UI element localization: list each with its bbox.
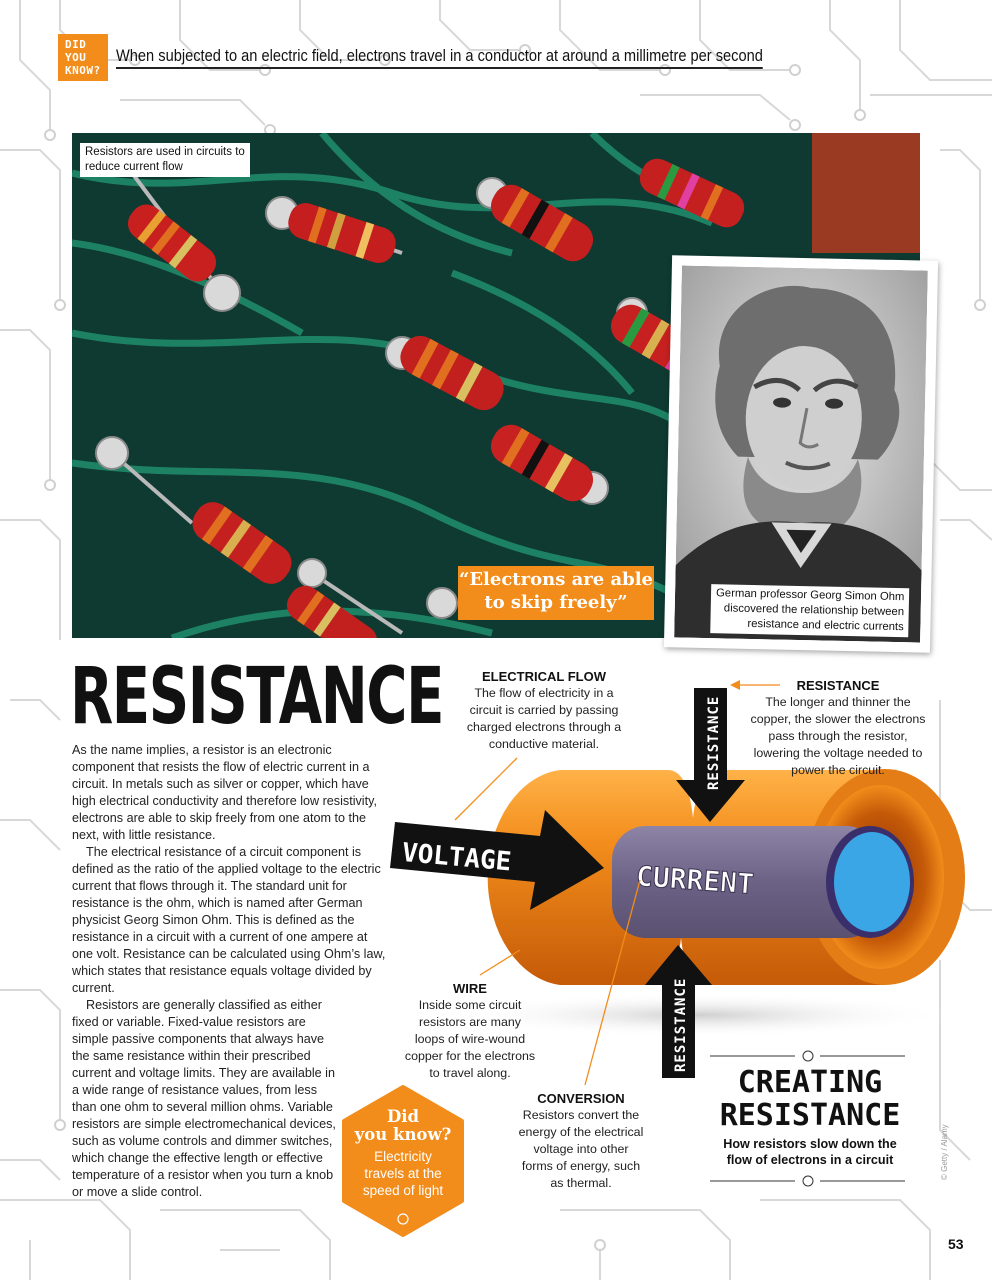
current-label: CURRENT [634,859,756,901]
conversion-title: CONVERSION [537,1091,625,1106]
headline: RESISTANCE [70,652,443,742]
wire-label [398,980,542,1082]
pull-quote-line: “Electrons are able [458,569,654,590]
wire-line: Inside some circuit [418,998,522,1012]
creating-resistance-title [706,1066,914,1132]
wire-line: to travel along. [429,1066,511,1080]
resistance-line: copper, the slower the electrons [750,712,926,726]
wire-line: copper for the electrons [404,1049,536,1063]
did-you-know-tag: DID YOU KNOW? [58,34,108,81]
did-you-know-box [340,1108,466,1199]
body-paragraph: Resistors are generally classified as either fixed or variable. Fixed-value resistors are simple passive components that always have the same resistance within their prescribed current and voltage limits. They are available in a wide range of resistance values, from less than one ohm to several million ohms. Variable resistors are simple electromechanical devices, such as volume controls and dimmer switches, which change the effective length or effective temperature of a resistor when you turn a knob or move a slide control. [72,998,336,1199]
electrical-flow-line: charged electrons through a [466,720,622,734]
creating-title-line: RESISTANCE [719,1098,901,1133]
did-you-know-box-title [340,1108,466,1144]
creating-resistance-subtitle [706,1136,914,1168]
resistance-line: pass through the resistor, [768,729,908,743]
electrical-flow-line: circuit is carried by passing [469,703,619,717]
body-paragraph: The electrical resistance of a circuit component is defined as the ratio of the applied voltage to the electric current that flows through it. The standard unit for resistance is the ohm, which is named after German physicist Georg Simon Ohm. This is defined as the resistance in a circuit with a current of one ampere at one volt. Resistance can be calculated using Ohm’s law, which states that resistance equals voltage divided by current. [72,845,386,995]
resistance-arrow-bottom-label: RESISTANCE [673,977,689,1072]
electrical-flow-title: ELECTRICAL FLOW [482,669,606,684]
did-you-know-box-line: travels at the [364,1166,442,1181]
wire-title: WIRE [453,981,487,996]
resistance-label [738,677,938,779]
core-end [834,832,910,932]
creating-subtitle-line: flow of electrons in a circuit [726,1153,894,1167]
creating-title-line: CREATING [737,1065,883,1100]
conversion-line: forms of energy, such [521,1159,641,1173]
did-you-know-box-title-line: you know? [354,1125,452,1144]
photo-credit: © Getty / Alamy [940,1124,949,1180]
did-you-know-fact: When subjected to an electric field, electrons travel in a conductor at around a millimetre per second [116,46,763,69]
conversion-line: voltage into other [533,1142,629,1156]
resistance-line: The longer and thinner the [765,695,911,709]
resistance-line: power the circuit. [791,763,885,777]
photo-caption-line: reduce current flow [85,161,183,173]
voltage-label: VOLTAGE [400,837,513,878]
electrical-flow-line: The flow of electricity in a [474,686,614,700]
resistance-line: lowering the voltage needed to [753,746,923,760]
conversion-line: as thermal. [550,1176,612,1190]
body-paragraph: As the name implies, a resistor is an electronic component that resists the flow of electric current in a circuit. In metals such as silver or copper, which have high electrical conductivity and therefore low resistivity, electrons are able to skip freely from one atom to the next, with little resistance. [72,743,377,842]
conversion-label [505,1090,657,1192]
portrait-caption-line: resistance and electric currents [747,617,904,634]
wire-line: loops of wire-wound [414,1032,526,1046]
did-you-know-box-line: speed of light [362,1183,444,1198]
did-you-know-box-title-line: Did [386,1107,420,1126]
electrical-flow-line: conductive material. [488,737,600,751]
electrical-flow-label [458,668,630,753]
resistance-arrow-top-label: RESISTANCE [706,695,722,790]
did-you-know-box-line: Electricity [374,1149,432,1164]
page-number: 53 [948,1236,964,1252]
creating-subtitle-line: How resistors slow down the [723,1137,897,1151]
portrait-caption-line: German professor Georg Simon Ohm [715,587,905,604]
resistance-title: RESISTANCE [796,678,880,693]
portrait-caption-line: discovered the relationship between [723,602,905,619]
conversion-line: energy of the electrical [518,1125,644,1139]
wire-line: resistors are many [419,1015,521,1029]
pull-quote-line: to skip freely” [484,592,628,613]
conversion-line: Resistors convert the [522,1108,640,1122]
did-you-know-box-text [340,1148,466,1199]
photo-caption-line: Resistors are used in circuits to [85,146,245,158]
